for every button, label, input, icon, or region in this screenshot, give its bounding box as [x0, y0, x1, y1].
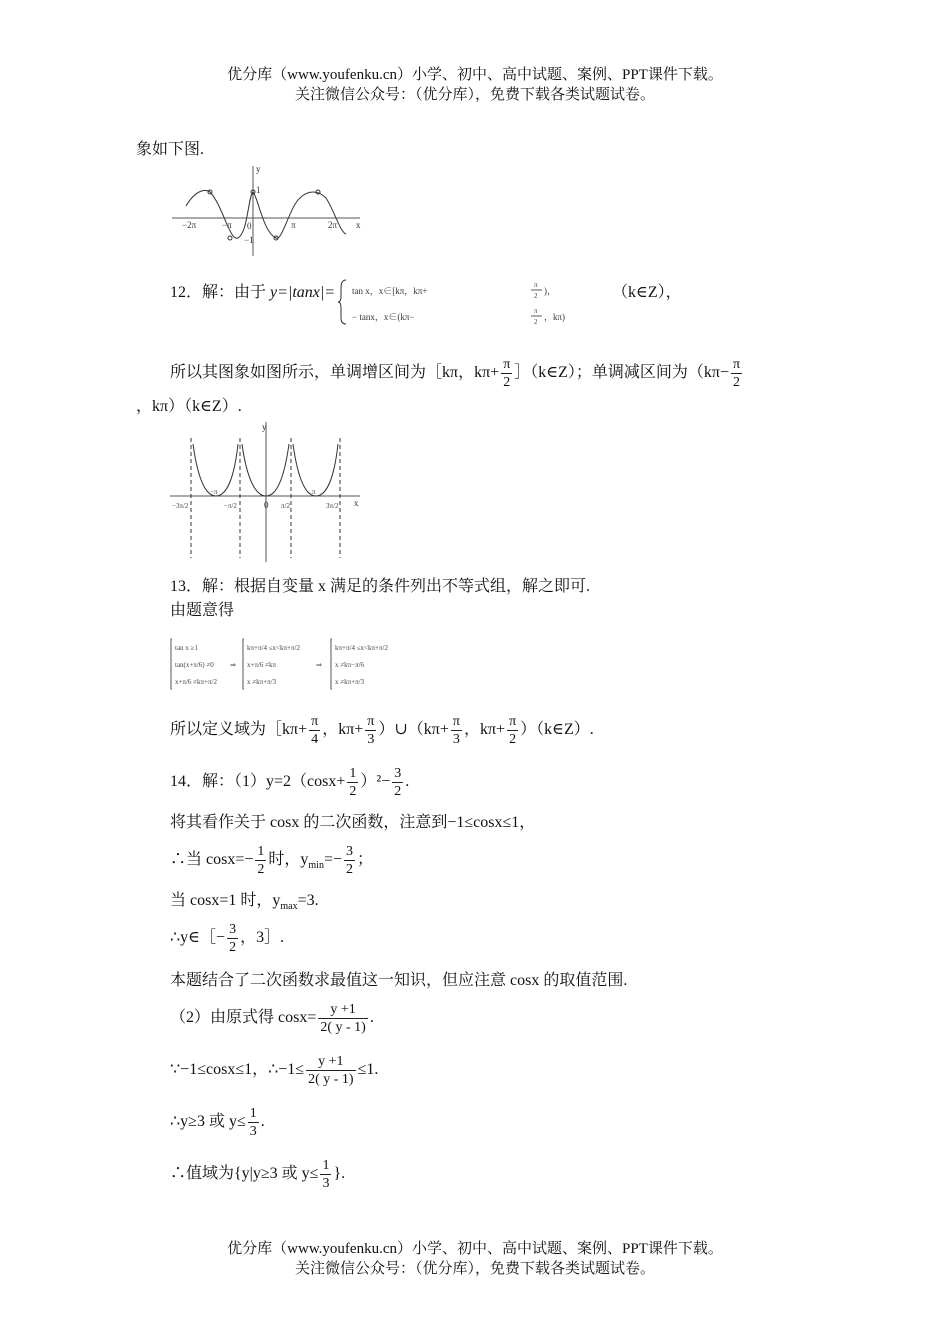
curve	[186, 190, 346, 238]
q14-line3: ∴当 cosx=− $\frac{1}{2}$ 时，$y_{min}=-$ $\frac{3}{2}$ ；	[170, 843, 374, 877]
q14-line2: 将其看作关于 cosx 的二次函数，注意到−1≤cosx≤1，	[170, 814, 536, 831]
sys2-row: x ≠kπ+π/3	[247, 678, 277, 686]
min-point	[228, 236, 232, 240]
fraction: $\frac{1}{3}$	[322, 1157, 330, 1191]
cosine-graph	[168, 162, 368, 258]
sys2-row: kπ+π/4 ≤x<kπ+π/2	[247, 644, 300, 652]
case2: − tanx，x∈(kπ−	[352, 312, 415, 322]
tick-label: π/2	[281, 502, 290, 510]
case2-pi: π	[534, 307, 538, 315]
tick-label: −π	[210, 488, 218, 496]
brace	[331, 639, 332, 689]
brace	[243, 639, 244, 689]
q12-piecewise	[338, 276, 618, 328]
tick-label: 2π	[328, 220, 338, 230]
fraction: $\frac{3}{2}$	[394, 765, 402, 799]
arrow-sign: ⇒	[316, 661, 322, 669]
q12-line1: 12．解：由于 y=|tanx|=	[170, 284, 336, 301]
x-label: x	[354, 498, 359, 508]
q13-inequality-systems	[168, 636, 428, 692]
q14-line10: ∴值域为{y|y≥3 或 y≤ $\frac{1}{3}$ }.	[170, 1157, 346, 1191]
fraction: $\frac{\pi}{2}$	[509, 713, 517, 747]
fraction: $\frac{\pi}{3}$	[367, 713, 375, 747]
label-one: 1	[256, 185, 261, 195]
sys1-row: tan(x+π/6) ≠0	[175, 661, 214, 669]
page-header-line1: 优分库（www.youfenku.cn）小学、初中、高中试题、案例、PPT课件下载。	[227, 67, 723, 83]
case1-pi: π	[534, 281, 538, 289]
brace	[171, 639, 172, 689]
q13-line2: 由题意得	[170, 602, 235, 619]
q13-line1: 13．解：根据自变量 x 满足的条件列出不等式组，解之即可.	[170, 578, 591, 595]
case2-end: ，kπ)	[544, 312, 566, 322]
fraction: $\frac{y +1}{2( y - 1)}$	[308, 1053, 354, 1087]
q14-line1: 14．解：（1）y=2（cosx+ $\frac{1}{2}$ ）²− $\frac{3}{2}$ .	[170, 765, 410, 799]
fraction: $\frac{1}{3}$	[249, 1105, 257, 1139]
y-label: y	[256, 164, 261, 174]
case1-end: )，	[544, 286, 556, 296]
fraction: $\frac{\pi}{3}$	[452, 713, 460, 747]
q12-line3: ，kπ）（k∈Z）.	[136, 398, 242, 415]
q14-line7: （2）由原式得 cosx= $\frac{y +1}{2( y - 1)}$ .	[170, 1001, 374, 1035]
fraction: $\frac{\pi}{4}$	[311, 713, 319, 747]
fraction: $\frac{\pi}{2}$	[733, 356, 741, 390]
tick-label: −2π	[182, 220, 197, 230]
page-footer-line2: 关注微信公众号：（优分库），免费下载各类试题试卷。	[294, 1261, 655, 1277]
fraction: $\frac{3}{2}$	[346, 843, 354, 877]
tick-label: −3π/2	[172, 502, 189, 510]
intro-text: 象如下图.	[136, 141, 205, 158]
y-label: y	[262, 422, 267, 432]
brace	[338, 280, 346, 324]
abs-tan-graph	[166, 420, 366, 566]
q13-result: 所以定义域为［kπ+ $\frac{\pi}{4}$ ，kπ+ $\frac{\pi}{3}$ ）∪（kπ+ $\frac{\pi}{3}$ ，kπ+ $\frac{\pi}{2}$ ）（k∈Z）.	[170, 713, 594, 747]
q14-line4: 当 cosx=1 时，$y_{max}=3$.	[170, 892, 319, 913]
tick-label: −π/2	[224, 502, 237, 510]
fraction: $\frac{y +1}{2( y - 1)}$	[320, 1001, 366, 1035]
sys3-row: x ≠kπ+π/3	[335, 678, 365, 686]
fraction: $\frac{1}{2}$	[257, 843, 265, 877]
arrow-sign: ⇒	[230, 661, 236, 669]
tick-label: π	[291, 220, 296, 230]
sys1-row: x+π/6 ≠kπ+π/2	[175, 678, 217, 686]
case2-two: 2	[534, 318, 538, 326]
q12-line2: 所以其图象如图所示，单调增区间为［kπ，kπ+ $\frac{\pi}{2}$ ］（k∈Z）；单调减区间为（kπ− $\frac{\pi}{2}$	[170, 356, 741, 390]
q14-line5: ∴y∈［− $\frac{3}{2}$ ，3］.	[170, 921, 285, 955]
tick-label: π	[312, 488, 316, 496]
x-label: x	[356, 220, 361, 230]
label-zero: 0	[247, 221, 252, 231]
fraction: $\frac{3}{2}$	[229, 921, 237, 955]
q14-line8: ∵−1≤cosx≤1，∴−1≤ $\frac{y +1}{2( y - 1)}$ ≤1.	[170, 1053, 379, 1087]
q14-line6: 本题结合了二次函数求最值这一知识，但应注意 cosx 的取值范围.	[170, 972, 628, 989]
page-header-line2: 关注微信公众号：（优分库），免费下载各类试题试卷。	[294, 87, 655, 103]
page-footer-line1: 优分库（www.youfenku.cn）小学、初中、高中试题、案例、PPT课件下载。	[227, 1241, 723, 1257]
sys2-row: x+π/6 ≠kπ	[247, 661, 277, 669]
case1: tan x，x∈[kπ，kπ+	[352, 286, 428, 296]
tick-label: −π	[222, 220, 232, 230]
sys3-row: kπ+π/4 ≤x<kπ+π/2	[335, 644, 388, 652]
label-neg-one: −1	[244, 235, 254, 245]
label-zero: 0	[264, 500, 269, 510]
sys1-row: tan x ≥1	[175, 644, 198, 652]
q12-tail: （k∈Z），	[612, 284, 682, 301]
case1-two: 2	[534, 292, 538, 300]
tick-label: 3π/2	[326, 502, 339, 510]
sys3-row: x ≠kπ−π/6	[335, 661, 365, 669]
fraction: $\frac{\pi}{2}$	[503, 356, 511, 390]
q14-line9: ∴y≥3 或 y≤ $\frac{1}{3}$ .	[170, 1105, 265, 1139]
fraction: $\frac{1}{2}$	[349, 765, 357, 799]
